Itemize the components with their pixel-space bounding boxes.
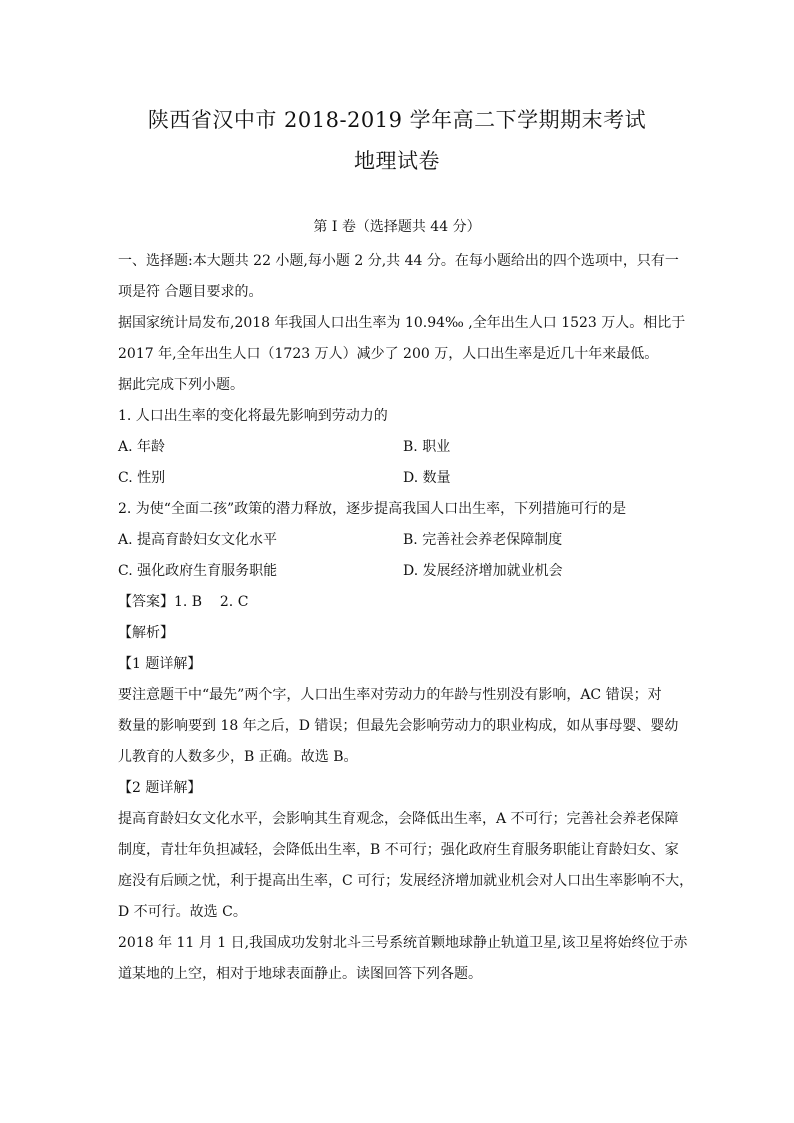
passage-line: 2018 年 11 月 1 日,我国成功发射北斗三号系统首颗地球静止轨道卫星,该卫星将始终位于赤 (118, 935, 688, 951)
passage-line: 据此完成下列小题。 (118, 377, 244, 393)
question-1-options-row (118, 463, 678, 494)
question-1-stem: 1. 人口出生率的变化将最先影响到劳动力的 (118, 408, 388, 424)
instructions-line: 一、选择题:本大题共 22 小题,每小题 2 分,共 44 分。在每小题给出的四个选项中，只有一 (118, 253, 679, 269)
question-1-option-d: D. 数量 (403, 470, 451, 486)
question-2-stem: 2. 为使“全面二孩”政策的潜力释放，逐步提高我国人口出生率，下列措施可行的是 (118, 501, 627, 517)
question-2-options-row (118, 556, 678, 587)
detail-2-line: D 不可行。故选 C。 (118, 904, 247, 920)
detail-2-heading: 【2 题详解】 (118, 780, 202, 796)
question-1-option-b: B. 职业 (403, 439, 451, 455)
passage-line: 道某地的上空，相对于地球表面静止。读图回答下列各题。 (118, 966, 482, 982)
exam-title: 陕西省汉中市 2018-2019 学年高二下学期期末考试 (147, 108, 647, 132)
detail-2-line: 制度，青壮年负担减轻，会降低出生率，B 不可行；强化政府生育服务职能让育龄妇女、家 (118, 842, 679, 858)
passage-line: 2017 年,全年出生人口（1723 万人）减少了 200 万，人口出生率是近几十年来最低。 (118, 346, 659, 362)
detail-1-heading: 【1 题详解】 (118, 656, 202, 672)
exam-subtitle: 地理试卷 (354, 149, 440, 173)
exam-body (118, 246, 694, 990)
passage-line: 据国家统计局发布,2018 年我国人口出生率为 10.94‰ ,全年出生人口 1523 万人。相比于 (118, 315, 686, 331)
detail-1-line: 数量的影响要到 18 年之后，D 错误；但最先会影响劳动力的职业构成，如从事母婴、婴幼 (118, 718, 679, 734)
question-2-option-b: B. 完善社会养老保障制度 (403, 532, 563, 548)
answer-line: 【答案】1. B 2. C (118, 594, 249, 610)
question-2-option-d: D. 发展经济增加就业机会 (403, 563, 563, 579)
question-2-options-row (118, 525, 678, 556)
detail-1-line: 要注意题干中“最先”两个字，人口出生率对劳动力的年龄与性别没有影响，AC 错误；对 (118, 687, 662, 703)
detail-1-line: 儿教育的人数多少，B 正确。故选 B。 (118, 749, 358, 765)
question-2-option-a: A. 提高育龄妇女文化水平 (118, 532, 278, 548)
detail-2-line: 提高育龄妇女文化水平，会影响其生育观念，会降低出生率，A 不可行；完善社会养老保障 (118, 811, 679, 827)
question-1-option-a: A. 年龄 (118, 439, 166, 455)
detail-2-line: 庭没有后顾之忧，利于提高出生率，C 可行；发展经济增加就业机会对人口出生率影响不大， (118, 873, 694, 889)
instructions-line: 项是符 合题目要求的。 (118, 284, 263, 300)
question-1-option-c: C. 性别 (118, 470, 166, 486)
section-heading: 第 I 卷（选择题共 44 分） (313, 219, 481, 235)
analysis-heading: 【解析】 (118, 625, 174, 641)
question-2-option-c: C. 强化政府生育服务职能 (118, 563, 278, 579)
question-1-options-row (118, 432, 678, 463)
